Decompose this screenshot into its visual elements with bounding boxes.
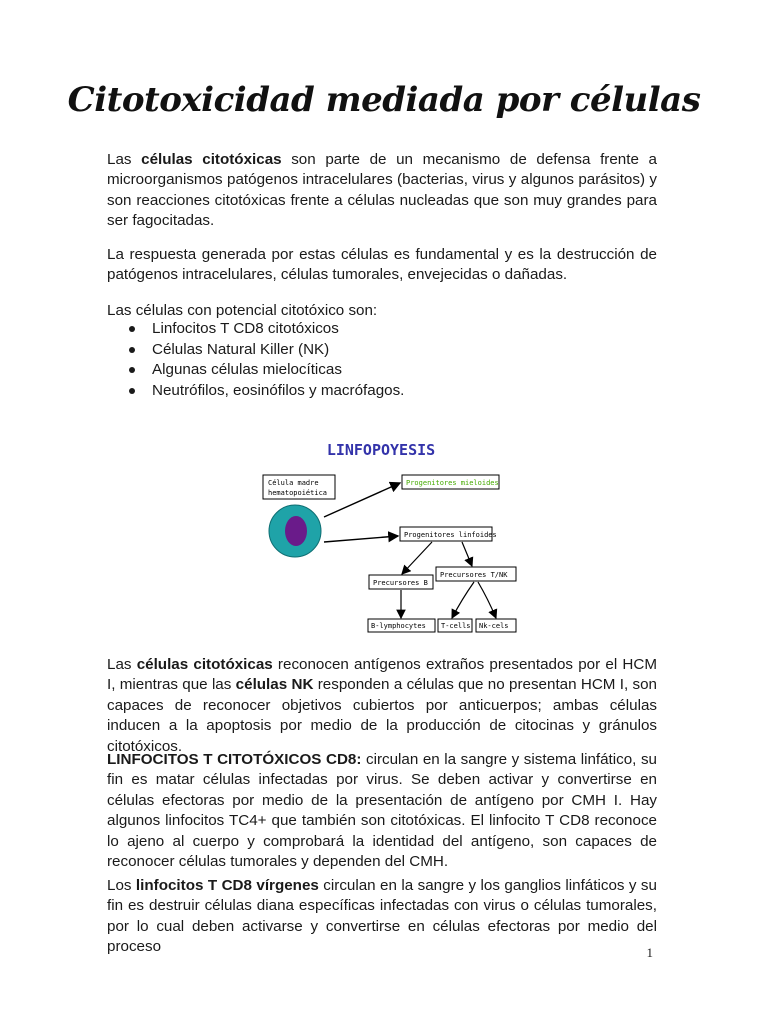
nucleus-icon	[285, 516, 307, 546]
bullet-icon	[129, 388, 135, 394]
list-item: Células Natural Killer (NK)	[107, 340, 404, 361]
arrow	[462, 542, 472, 566]
lymphopoiesis-diagram	[222, 424, 540, 640]
paragraph-recognition	[107, 655, 657, 757]
paragraph-response: La respuesta generada por estas células es fundamental y es la destrucción de patógenos intracelulares, células tumorales, envejecidas o dañadas.	[107, 246, 657, 284]
bold-term: linfocitos T CD8 vírgenes	[135, 877, 319, 894]
tnk-precursor-label: Precursores T/NK	[440, 571, 508, 579]
text: son parte de un mecanismo de defensa frente a microorganismos patógenos intracelulares (bacterias, virus y algunos parásitos) y son reacciones citotóxicas frente a células nucleadas que son muy grandes para ser fagocitadas.	[107, 151, 657, 230]
arrow	[452, 582, 474, 618]
diagram-title: LINFOPOYESIS	[326, 441, 436, 459]
text: responden a células que no presentan HCM I, son capaces de reconocer objetivos cubiertos por anticuerpos; ambas células inducen a la apoptosis por medio de la producción de citocinas y gránulos citotóxicos.	[107, 676, 657, 755]
cytotoxic-cells-list	[107, 319, 404, 401]
list-item: Algunas células mielocíticas	[107, 360, 404, 381]
text: reconocen antígenos extraños presentados por el HCM I, mientras que las	[107, 656, 657, 694]
stem-cell-label: hematopoiética	[268, 489, 328, 497]
paragraph-naive-cd8	[107, 876, 657, 958]
text: circulan en la sangre y sistema linfático, su fin es matar células infectadas por virus. Se deben activar y convertirse en células efectoras por medio de la presentación de antígeno por CMH I. Hay algunos linfocitos TC4+ que también son citotóxicas. El linfocito T CD8 reconoce lo ajeno al cuerpo y comprobará la identidad del antígeno, son capaces de reconocer células tumorales y dependen del CMH.	[107, 751, 657, 871]
text: Las	[107, 151, 142, 168]
bullet-icon	[129, 347, 135, 353]
arrow	[478, 582, 496, 618]
text: Los	[107, 877, 136, 894]
bullet-icon	[129, 326, 135, 332]
arrow	[402, 542, 432, 574]
bullet-icon	[129, 367, 135, 373]
b-precursor-label: Precursores B	[373, 579, 428, 587]
nk-cells-label: Nk-cels	[479, 622, 509, 630]
bold-heading: LINFOCITOS T CITOTÓXICOS CD8:	[107, 751, 362, 768]
page-title: Citotoxicidad mediada por células	[67, 80, 701, 120]
text: circulan en la sangre y los ganglios linfáticos y su fin es destruir células diana específicas infectadas con virus o células tumorales, por lo cual deben activarse y convertirse en células efectoras por medio del proceso	[107, 877, 657, 956]
page-number: 1	[646, 945, 653, 960]
list-intro: Las células con potencial citotóxico son:	[107, 302, 378, 319]
b-lymphocytes-label: B-lymphocytes	[371, 622, 426, 630]
bold-term: células NK	[235, 676, 314, 694]
list-item: Neutrófilos, eosinófilos y macrófagos.	[107, 381, 404, 402]
stem-cell-label: Célula madre	[268, 479, 319, 487]
bold-term: células citotóxicas	[136, 656, 273, 673]
text: Las	[107, 656, 137, 673]
myeloid-label: Progenitores mieloides	[406, 479, 499, 487]
paragraph-intro	[107, 150, 657, 232]
list-item: Linfocitos T CD8 citotóxicos	[107, 319, 404, 340]
paragraph-cd8	[107, 750, 657, 872]
lymphoid-label: Progenitores linfoides	[404, 531, 497, 539]
arrow	[324, 536, 398, 542]
t-cells-label: T-cells	[441, 622, 471, 630]
bold-term: células citotóxicas	[141, 151, 282, 168]
